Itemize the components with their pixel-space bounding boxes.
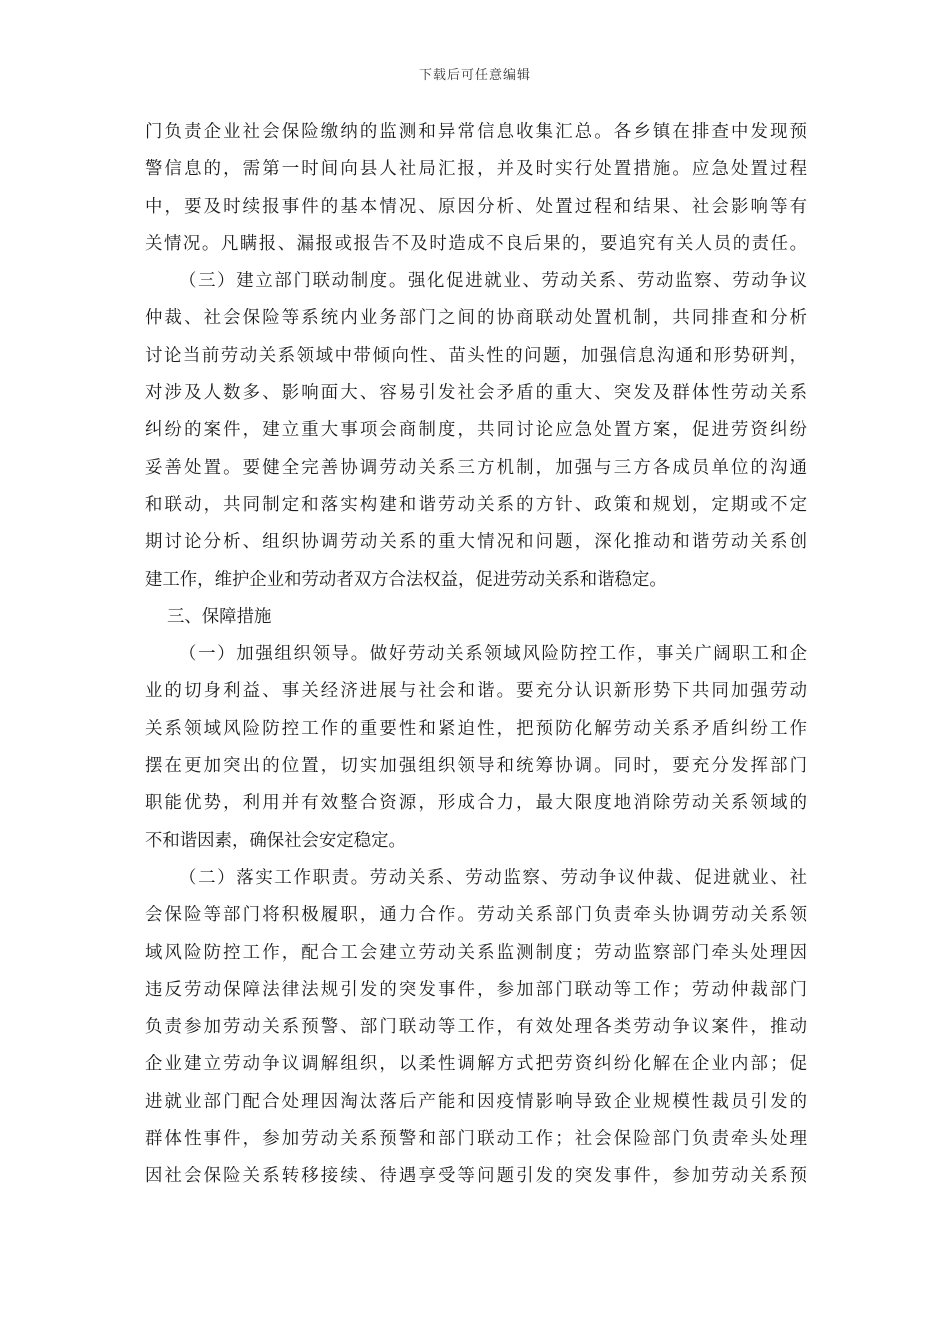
paragraph-line: 业的切身利益、事关经济进展与社会和谐。要充分认识新形势下共同加强劳动 bbox=[145, 681, 807, 702]
paragraph-line: 违反劳动保障法律法规引发的突发事件，参加部门联动等工作；劳动仲裁部门 bbox=[145, 979, 807, 1000]
section-heading: 三、保障措施 bbox=[167, 606, 272, 627]
paragraph-line: （三）建立部门联动制度。强化促进就业、劳动关系、劳动监察、劳动争议 bbox=[179, 271, 807, 292]
paragraph-line: 关系领域风险防控工作的重要性和紧迫性，把预防化解劳动关系矛盾纠纷工作 bbox=[145, 718, 807, 739]
paragraph-line: 警信息的，需第一时间向县人社局汇报，并及时实行处置措施。应急处置过程 bbox=[145, 159, 807, 180]
paragraph-line: 期讨论分析、组织协调劳动关系的重大情况和问题，深化推动和谐劳动关系创 bbox=[145, 532, 807, 553]
paragraph-line: 摆在更加突出的位置，切实加强组织领导和统筹协调。同时，要充分发挥部门 bbox=[145, 756, 807, 777]
paragraph-line: 负责参加劳动关系预警、部门联动等工作，有效处理各类劳动争议案件，推动 bbox=[145, 1017, 807, 1038]
paragraph-line: 门负责企业社会保险缴纳的监测和异常信息收集汇总。各乡镇在排查中发现预 bbox=[145, 122, 807, 142]
document-body bbox=[145, 114, 807, 1196]
paragraph-line: （一）加强组织领导。做好劳动关系领域风险防控工作，事关广阔职工和企 bbox=[179, 644, 807, 665]
paragraph-line: 对涉及人数多、影响面大、容易引发社会矛盾的重大、突发及群体性劳动关系 bbox=[145, 383, 807, 404]
paragraph-line: 纠纷的案件，建立重大事项会商制度，共同讨论应急处置方案，促进劳资纠纷 bbox=[145, 420, 807, 441]
paragraph-line: 域风险防控工作，配合工会建立劳动关系监测制度；劳动监察部门牵头处理因 bbox=[145, 942, 807, 963]
paragraph-line: 不和谐因素，确保社会安定稳定。 bbox=[145, 830, 406, 851]
paragraph-line: （二）落实工作职责。劳动关系、劳动监察、劳动争议仲裁、促进就业、社 bbox=[179, 867, 807, 888]
paragraph-line: 和联动，共同制定和落实构建和谐劳动关系的方针、政策和规划，定期或不定 bbox=[145, 494, 807, 515]
paragraph-line: 因社会保险关系转移接续、待遇享受等问题引发的突发事件，参加劳动关系预 bbox=[145, 1166, 807, 1187]
paragraph-line: 妥善处置。要健全完善协调劳动关系三方机制，加强与三方各成员单位的沟通 bbox=[145, 457, 807, 478]
paragraph-line: 建工作，维护企业和劳动者双方合法权益，促进劳动关系和谐稳定。 bbox=[145, 569, 667, 590]
paragraph-line: 仲裁、社会保险等系统内业务部门之间的协商联动处置机制，共同排查和分析 bbox=[145, 308, 807, 329]
paragraph-line: 企业建立劳动争议调解组织，以柔性调解方式把劳资纠纷化解在企业内部；促 bbox=[145, 1054, 807, 1075]
paragraph-line: 群体性事件，参加劳动关系预警和部门联动工作；社会保险部门负责牵头处理 bbox=[145, 1129, 807, 1150]
paragraph-line: 讨论当前劳动关系领域中带倾向性、苗头性的问题，加强信息沟通和形势研判， bbox=[145, 345, 807, 366]
paragraph-line: 会保险等部门将积极履职，通力合作。劳动关系部门负责牵头协调劳动关系领 bbox=[145, 905, 807, 926]
paragraph-line: 职能优势，利用并有效整合资源，形成合力，最大限度地消除劳动关系领域的 bbox=[145, 793, 807, 814]
page-header-note: 下载后可任意编辑 bbox=[418, 68, 531, 83]
paragraph-line: 中，要及时续报事件的基本情况、原因分析、处置过程和结果、社会影响等有 bbox=[145, 196, 807, 217]
paragraph-line: 进就业部门配合处理因淘汰落后产能和因疫情影响导致企业规模性裁员引发的 bbox=[145, 1091, 807, 1112]
paragraph-line: 关情况。凡瞒报、漏报或报告不及时造成不良后果的，要追究有关人员的责任。 bbox=[145, 233, 807, 254]
